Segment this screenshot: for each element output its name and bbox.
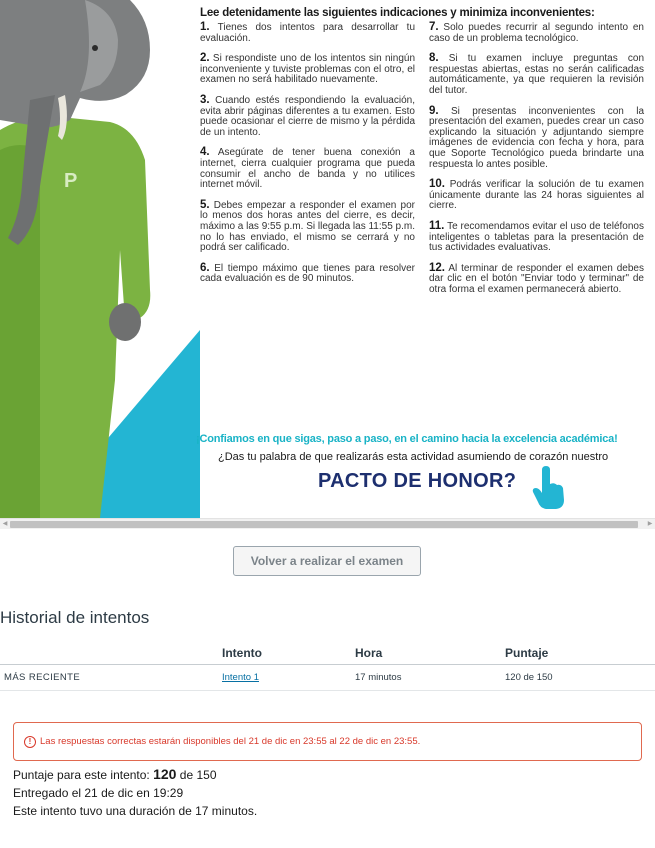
- scrollbar-thumb[interactable]: [10, 521, 638, 528]
- shirt-logo: P: [64, 170, 78, 192]
- honor-pact-heading: PACTO DE HONOR?: [318, 470, 517, 492]
- attempt-history-table: [0, 642, 655, 691]
- attempt-history-title: Historial de intentos: [0, 608, 150, 627]
- rule-item: 8. Si tu examen incluye preguntas con respuestas abiertas, estas no serán calificadas automáticamente, ya que requieren la revisión del tutor.: [429, 52, 645, 96]
- warning-circle-icon: !: [24, 736, 36, 748]
- column-header-blank: [0, 642, 222, 664]
- rule-item: 3. Cuando estés respondiendo la evaluación, evita abrir páginas diferentes a tu examen. Esto puede ocasionar el cierre de mismo y la pérdida de un intento.: [200, 93, 415, 138]
- attempt-1-link[interactable]: Intento 1: [222, 671, 259, 683]
- honor-question-text: ¿Das tu palabra de que realizarás esta actividad asumiendo de corazón nuestro: [218, 451, 609, 463]
- elephant-mascot-illustration: [0, 0, 200, 518]
- rule-item: 9. Si presentas inconvenientes con la presentación del examen, puedes crear un caso explicando la situación y adjuntando siempre imágenes de evidencia con fecha y hora, para que Soporte Tecnológico pueda brindarte una respuesta lo antes posible.: [429, 104, 645, 170]
- instructions-block: [200, 6, 645, 304]
- rule-item: 4. Asegúrate de tener buena conexión a internet, cierra cualquier programa que pueda consumir el ancho de banda y no utilices internet móvil.: [200, 146, 415, 191]
- scroll-right-arrow-icon[interactable]: ▶: [647, 521, 653, 527]
- attempt-duration: Este intento tuvo una duración de 17 minutos.: [13, 804, 258, 818]
- horizontal-scrollbar[interactable]: [0, 518, 655, 529]
- rule-item: 6. El tiempo máximo que tienes para resolver cada evaluación es de 90 minutos.: [200, 261, 416, 285]
- latest-label: MÁS RECIENTE: [0, 664, 222, 690]
- submitted-date: Entregado el 21 de dic en 19:29: [13, 786, 184, 800]
- column-header-score: Puntaje: [505, 642, 655, 664]
- column-header-time: Hora: [355, 642, 505, 664]
- rule-item: 7. Solo puedes recurrir al segundo intento en caso de un problema tecnológico.: [429, 21, 644, 44]
- alert-message: Las respuestas correctas estarán disponibles del 21 de dic en 23:55 al 22 de dic en 23:55.: [40, 736, 421, 747]
- score-value: 120: [153, 766, 177, 782]
- rule-item: 10. Podrás verificar la solución de tu examen únicamente durante las 24 horas siguientes al cierre.: [429, 178, 644, 212]
- attempt-time: 17 minutos: [355, 664, 505, 690]
- rule-item: 5. Debes empezar a responder el examen por lo menos dos horas antes del cierre, es decir, máximo a las 9:55 p.m. Si llegada las 11:55 p.m. no lo has enviado, el mismo se cerrará y no podrá ser calificado.: [200, 198, 415, 254]
- attempt-score: 120 de 150: [505, 664, 655, 690]
- answers-availability-alert: [13, 722, 642, 761]
- instructions-title: Lee detenidamente las siguientes indicaciones y minimiza inconvenientes:: [200, 7, 595, 19]
- rules-left-column: [200, 22, 415, 304]
- encouragement-text: ¡Confiamos en que sigas, paso a paso, en el camino hacia la excelencia académica!: [196, 433, 618, 445]
- column-header-attempt: Intento: [222, 642, 355, 664]
- table-header-row: [0, 642, 655, 664]
- attempt-score-line: Puntaje para este intento: 120 de 150: [13, 766, 217, 782]
- attempt-details: [13, 765, 257, 820]
- table-row: [0, 664, 655, 690]
- rule-item: 11. Te recomendamos evitar el uso de teléfonos inteligentes o tabletas para la presentación de tus actividades evaluativas.: [429, 219, 644, 254]
- scroll-left-arrow-icon[interactable]: ◀: [2, 521, 8, 527]
- rule-item: 1. Tienes dos intentos para desarrollar tu evaluación.: [200, 21, 415, 44]
- retake-quiz-button[interactable]: Volver a realizar el examen: [233, 546, 421, 576]
- rules-right-column: [429, 22, 644, 304]
- rule-item: 12. Al terminar de responder el examen debes dar clic en el botón "Enviar todo y terminar" de otra forma el examen permanecerá abierto.: [429, 261, 644, 295]
- rule-item: 2. Si respondiste uno de los intentos sin ningún inconveniente y tuviste problemas con el otro, el examen no será habilitado nuevamente.: [200, 52, 416, 86]
- pointing-hand-icon: [530, 466, 566, 510]
